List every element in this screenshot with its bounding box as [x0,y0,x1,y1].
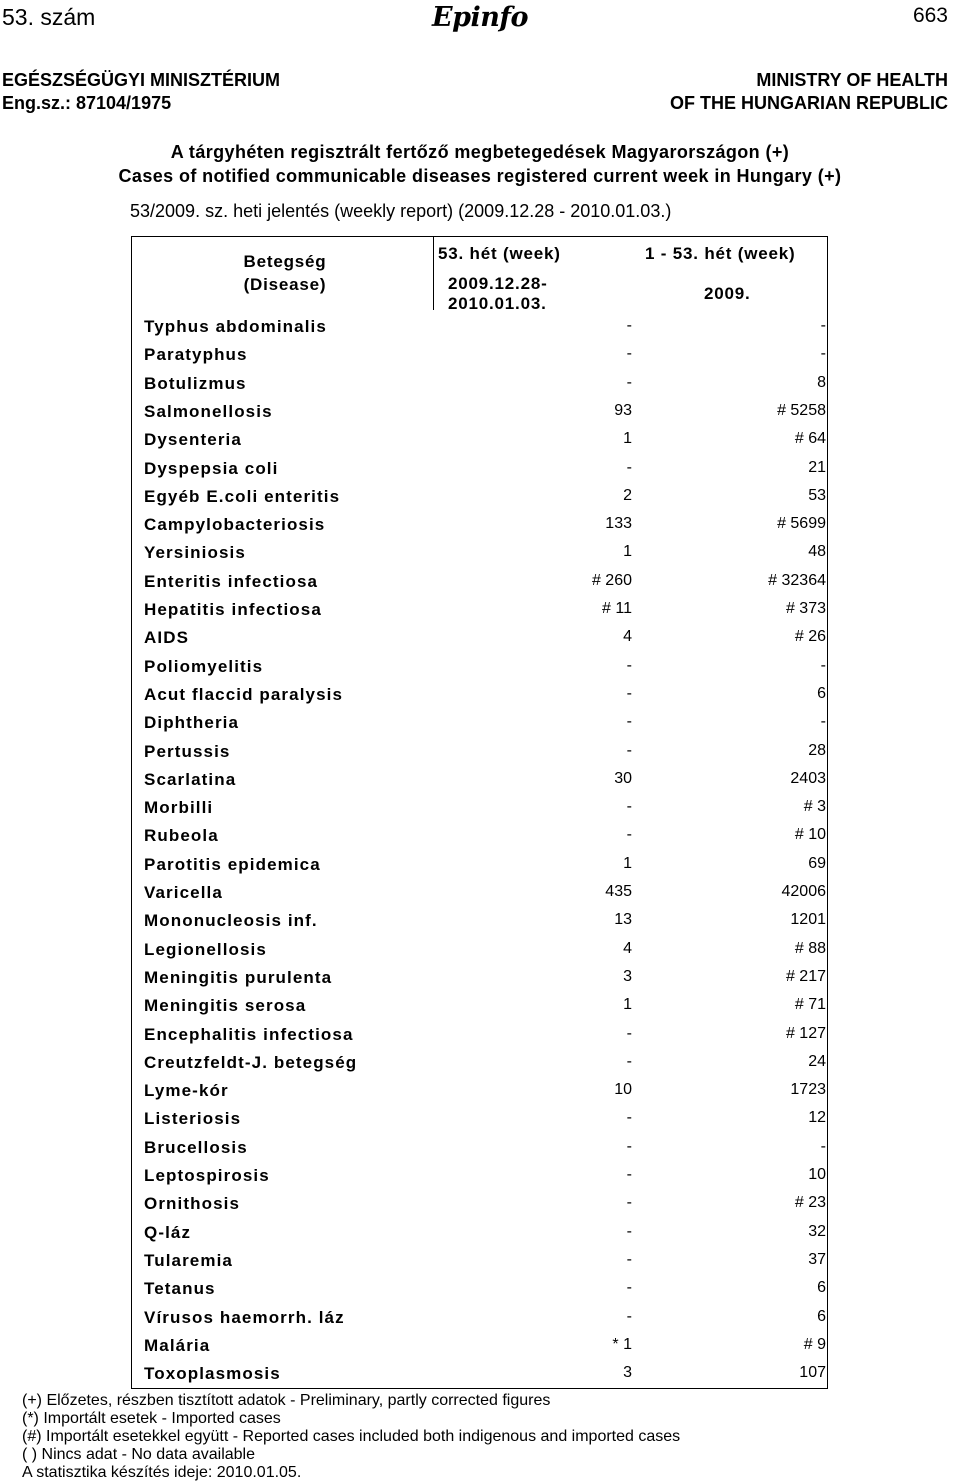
disease-name: Morbilli [144,798,214,817]
footnote-no-data: ( ) Nincs adat - No data available [22,1446,255,1463]
page-number-left: 53. szám [2,4,96,30]
cumulative-count: # 3 [803,798,826,815]
footnote-imported: (*) Importált esetek - Imported cases [22,1410,281,1427]
table-row [131,1364,828,1392]
table-row [131,826,828,854]
week-count: - [626,1251,632,1268]
week-count: - [626,459,632,476]
disease-name: Dyspepsia coli [144,459,279,478]
cumulative-count: - [820,1138,826,1155]
cumulative-count: - [820,345,826,362]
cumulative-count: # 23 [794,1194,826,1211]
cumulative-count: - [820,657,826,674]
week-count: 2 [623,487,632,504]
disease-name: Diphtheria [144,713,240,732]
week-count: - [626,742,632,759]
table-row [131,911,828,939]
disease-name: Tularemia [144,1251,233,1270]
epinfo-logo: Epinfo [432,2,528,33]
table-row [131,1025,828,1053]
week-count: # 260 [591,572,632,589]
cumulative-count: 6 [817,1308,826,1325]
table-row [131,798,828,826]
disease-name: Scarlatina [144,770,237,789]
table-row [131,515,828,543]
week-count: 1 [623,996,632,1013]
disease-name: Salmonellosis [144,402,273,421]
footnote-stat-date: A statisztika készítés ideje: 2010.01.05. [22,1464,302,1481]
table-row [131,1279,828,1307]
report-period: 53/2009. sz. heti jelentés (weekly report) (2009.12.28 - 2010.01.03.) [130,201,672,221]
disease-name: Creutzfeldt-J. betegség [144,1053,358,1072]
week-count: 133 [605,515,632,532]
cumulative-count: # 26 [794,628,826,645]
table-row [131,657,828,685]
table-row [131,1251,828,1279]
week-count: 4 [623,628,632,645]
week-count: - [626,1166,632,1183]
week-count: 13 [614,911,632,928]
week-count: - [626,1109,632,1126]
week-count: - [626,1308,632,1325]
week-count: - [626,1279,632,1296]
cumulative-count: # 64 [794,430,826,447]
table-row [131,996,828,1024]
cumulative-count: 6 [817,685,826,702]
column-header-disease-en: (Disease) [243,275,327,294]
table-row [131,742,828,770]
disease-name: AIDS [144,628,190,647]
disease-name: Mononucleosis inf. [144,911,318,930]
table-row [131,317,828,345]
table-row [131,770,828,798]
disease-name: Enteritis infectiosa [144,572,319,591]
cumulative-count: 1723 [790,1081,826,1098]
week-count: - [626,1053,632,1070]
week-count: - [626,374,632,391]
cumulative-count: 48 [808,543,826,560]
week-count: 3 [623,968,632,985]
table-row [131,345,828,373]
cumulative-count: # 217 [785,968,826,985]
disease-name: Legionellosis [144,940,267,959]
title-hungarian: A tárgyhéten regisztrált fertőző megbetegedések Magyarországon (+) [170,142,790,162]
week-count: - [626,345,632,362]
cumulative-count: # 373 [785,600,826,617]
header-divider [433,236,434,310]
cumulative-count: # 127 [785,1025,826,1042]
week-count: - [626,1194,632,1211]
column-header-week-dates-end: 2010.01.03. [448,294,547,313]
cumulative-count: 6 [817,1279,826,1296]
disease-name: Pertussis [144,742,231,761]
cumulative-count: - [820,713,826,730]
week-count: * 1 [612,1336,632,1353]
cumulative-count: 69 [808,855,826,872]
disease-name: Varicella [144,883,223,902]
cumulative-count: # 5258 [777,402,826,419]
week-count: # 11 [602,600,632,617]
cumulative-count: 12 [808,1109,826,1126]
disease-name: Egyéb E.coli enteritis [144,487,341,506]
table-row [131,855,828,883]
week-count: - [626,1138,632,1155]
title-english: Cases of notified communicable diseases registered current week in Hungary (+) [118,166,842,186]
table-row [131,1053,828,1081]
week-count: - [626,317,632,334]
cumulative-count: # 71 [794,996,826,1013]
disease-name: Malária [144,1336,211,1355]
disease-name: Meningitis serosa [144,996,307,1015]
week-count: - [626,685,632,702]
table-row [131,685,828,713]
disease-name: Rubeola [144,826,219,845]
disease-name: Botulizmus [144,374,247,393]
cumulative-count: # 32364 [768,572,826,589]
disease-name: Paratyphus [144,345,248,364]
week-count: - [626,657,632,674]
disease-name: Parotitis epidemica [144,855,321,874]
table-row [131,883,828,911]
registration-number: Eng.sz.: 87104/1975 [2,93,172,113]
cumulative-count: 28 [808,742,826,759]
table-row [131,1109,828,1137]
table-row [131,713,828,741]
disease-name: Listeriosis [144,1109,242,1128]
table-row [131,1223,828,1251]
table-row [131,940,828,968]
cumulative-count: 107 [799,1364,826,1381]
cumulative-count: # 9 [803,1336,826,1353]
cumulative-count: 10 [808,1166,826,1183]
cumulative-count: 37 [808,1251,826,1268]
table-row [131,1336,828,1364]
week-count: 1 [623,543,632,560]
cumulative-count: 53 [808,487,826,504]
cumulative-count: - [820,317,826,334]
cumulative-count: 2403 [790,770,826,787]
table-row [131,1308,828,1336]
week-count: 1 [623,855,632,872]
disease-name: Typhus abdominalis [144,317,327,336]
table-row [131,600,828,628]
ministry-name-en-line1: MINISTRY OF HEALTH [756,70,948,90]
week-count: - [626,1025,632,1042]
table-row [131,402,828,430]
table-row [131,628,828,656]
table-row [131,487,828,515]
cumulative-count: 8 [817,374,826,391]
column-header-cumulative-year: 2009. [704,284,751,303]
week-count: 3 [623,1364,632,1381]
table-row [131,1138,828,1166]
column-header-week-dates-start: 2009.12.28- [448,274,548,293]
cumulative-count: 21 [808,459,826,476]
cumulative-count: 32 [808,1223,826,1240]
week-count: - [626,798,632,815]
page-number-right: 663 [912,4,948,27]
week-count: 4 [623,940,632,957]
ministry-name-en-line2: OF THE HUNGARIAN REPUBLIC [670,93,948,113]
week-count: - [626,826,632,843]
table-row [131,1081,828,1109]
disease-name: Acut flaccid paralysis [144,685,343,704]
table-row [131,430,828,458]
column-header-disease-hu: Betegség [243,252,327,271]
disease-name: Vírusos haemorrh. láz [144,1308,345,1327]
week-count: - [626,713,632,730]
week-count: 1 [623,430,632,447]
disease-name: Q-láz [144,1223,192,1242]
cumulative-count: # 88 [794,940,826,957]
disease-name: Hepatitis infectiosa [144,600,322,619]
footnote-preliminary: (+) Előzetes, részben tisztított adatok - Preliminary, partly corrected figures [22,1392,551,1409]
week-count: 10 [614,1081,632,1098]
ministry-name-hu: EGÉSZSÉGÜGYI MINISZTÉRIUM [2,70,281,90]
table-row [131,968,828,996]
disease-name: Lyme-kór [144,1081,229,1100]
table-row [131,572,828,600]
table-row [131,1166,828,1194]
cumulative-count: 1201 [790,911,826,928]
disease-name: Meningitis purulenta [144,968,333,987]
disease-name: Tetanus [144,1279,216,1298]
table-row [131,543,828,571]
disease-name: Dysenteria [144,430,242,449]
column-header-cumulative: 1 - 53. hét (week) [645,244,796,263]
cumulative-count: 24 [808,1053,826,1070]
week-count: 435 [605,883,632,900]
disease-name: Brucellosis [144,1138,248,1157]
table-row [131,1194,828,1222]
disease-name: Poliomyelitis [144,657,264,676]
disease-name: Toxoplasmosis [144,1364,281,1383]
table-row [131,459,828,487]
disease-name: Leptospirosis [144,1166,270,1185]
disease-name: Encephalitis infectiosa [144,1025,354,1044]
disease-name: Campylobacteriosis [144,515,326,534]
week-count: - [626,1223,632,1240]
column-header-week: 53. hét (week) [438,244,561,263]
disease-name: Yersiniosis [144,543,246,562]
cumulative-count: # 10 [794,826,826,843]
table-row [131,374,828,402]
footnote-mixed: (#) Importált esetekkel együtt - Reported cases included both indigenous and imported cases [22,1428,681,1445]
cumulative-count: 42006 [781,883,826,900]
cumulative-count: # 5699 [777,515,826,532]
disease-name: Ornithosis [144,1194,241,1213]
week-count: 93 [614,402,632,419]
week-count: 30 [614,770,632,787]
